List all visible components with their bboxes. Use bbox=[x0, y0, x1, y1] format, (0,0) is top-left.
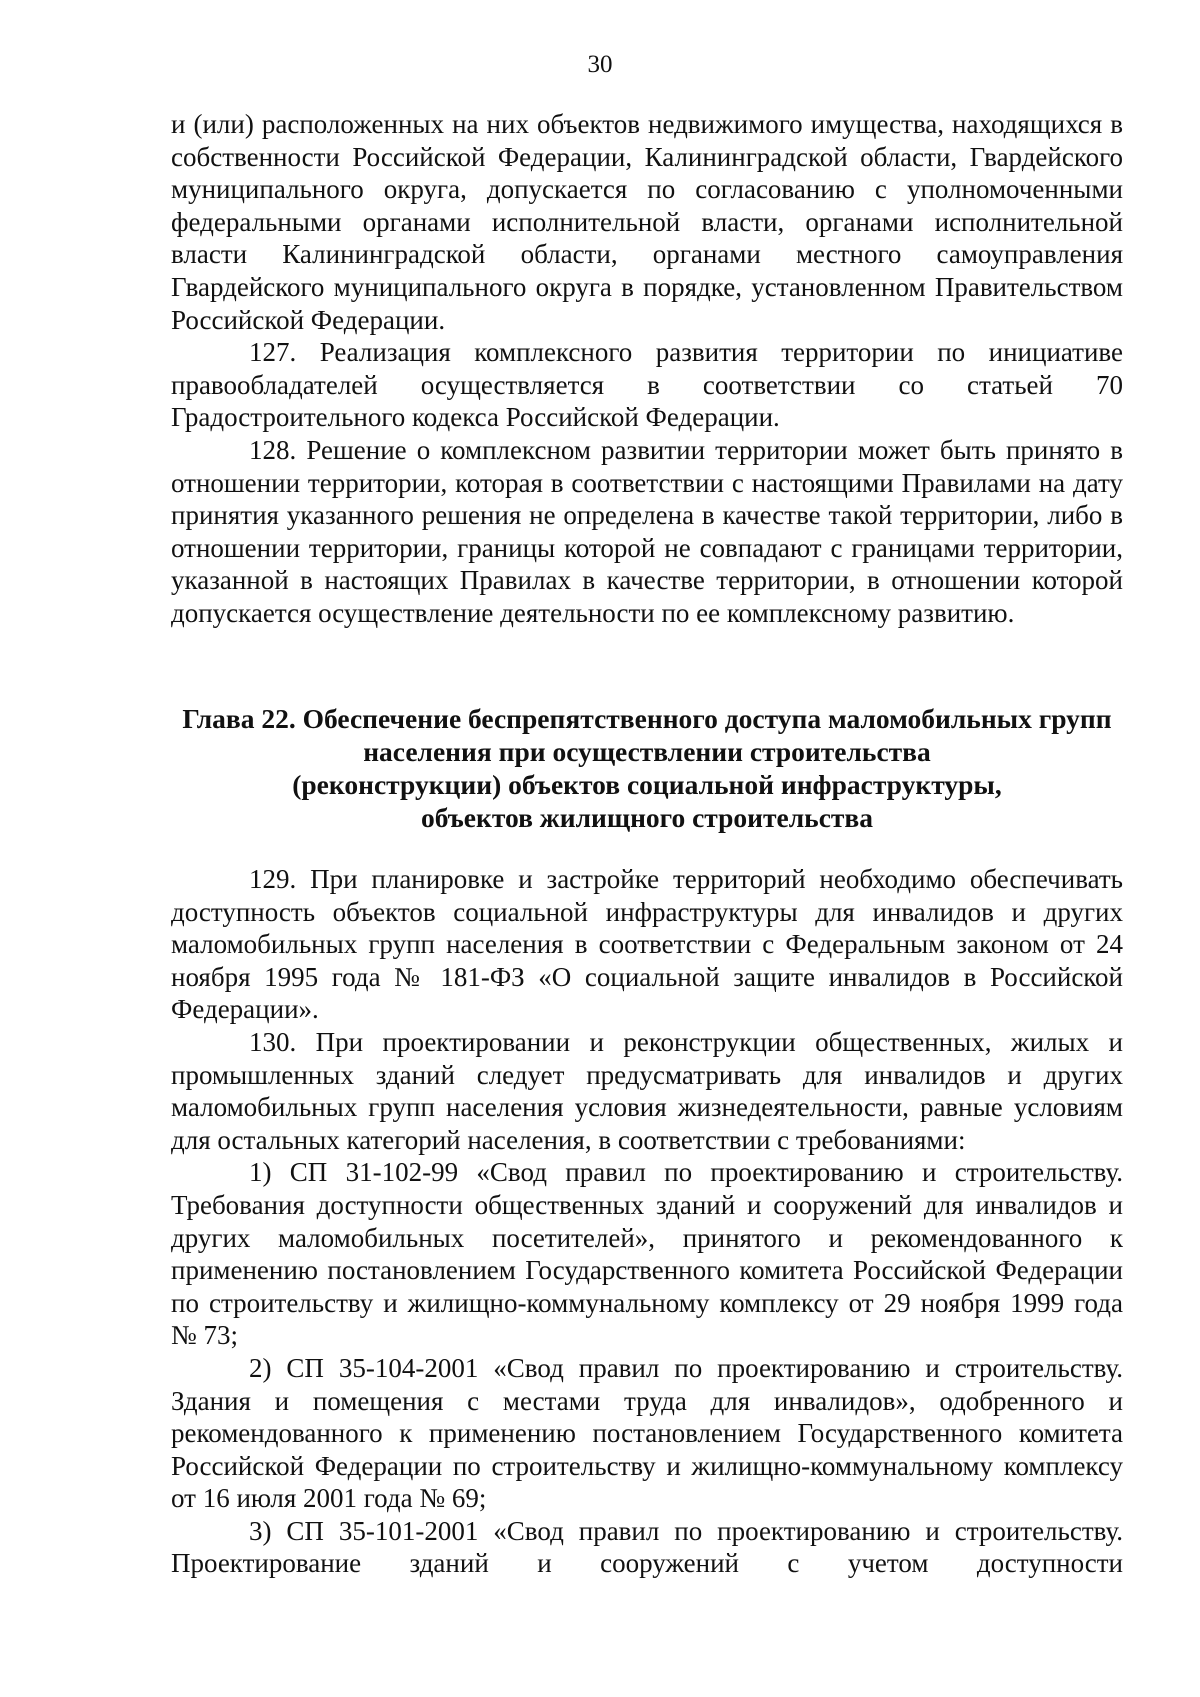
list-item-1: 1) СП 31-102-99 «Свод правил по проектированию и строительству. Требования доступности общественных зданий и сооружений для инвалидов и других маломобильных посетителей», принятого и рекомендованного к применению постановлением Государственного комитета Российской Федерации по строительству и жилищно-коммунальному комплексу от 29 ноября 1999 года № 73; bbox=[171, 1157, 1123, 1351]
chapter-heading-line: Глава 22. Обеспечение беспрепятственного доступа маломобильных групп bbox=[182, 703, 1112, 734]
paragraph-continuation: и (или) расположенных на них объектов недвижимого имущества, находящихся в собственности Российской Федерации, Калининградской области, Гвардейского муниципального округа, допускается по согласованию с уполномоченными федеральными органами исполнительной власти, органами исполнительной власти Калининградской области, органами местного самоуправления Гвардейского муниципального округа в порядке, установленном Правительством Российской Федерации. bbox=[171, 109, 1123, 335]
list-item-3: 3) СП 35-101-2001 «Свод правил по проектированию и строительству. Проектирование зданий и сооружений с учетом доступности bbox=[171, 1515, 1123, 1579]
paragraph-129: 129. При планировке и застройке территорий необходимо обеспечивать доступность объектов социальной инфраструктуры для инвалидов и других маломобильных групп населения в соответствии с Федеральным законом от 24 ноября 1995 года № 181-ФЗ «О социальной защите инвалидов в Российской Федерации». bbox=[171, 864, 1123, 1025]
chapter-heading-line: населения при осуществлении строительства bbox=[363, 736, 931, 767]
chapter-heading-line: (реконструкции) объектов социальной инфраструктуры, bbox=[292, 769, 1002, 800]
paragraph-128: 128. Решение о комплексном развитии территории может быть принято в отношении территории, которая в соответствии с настоящими Правилами на дату принятия указанного решения не определена в качестве такой территории, либо в отношении территории, границы которой не совпадают с границами территории, указанной в настоящих Правилах в качестве территории, в отношении которой допускается осуществление деятельности по ее комплексному развитию. bbox=[171, 434, 1123, 628]
list-item-2: 2) СП 35-104-2001 «Свод правил по проектированию и строительству. Здания и помещения с местами труда для инвалидов», одобренного и рекомендованного к применению постановлением Государственного комитета Российской Федерации по строительству и жилищно-коммунальному комплексу от 16 июля 2001 года № 69; bbox=[171, 1352, 1123, 1514]
bottom-text-block bbox=[171, 863, 1123, 1580]
chapter-heading-line: объектов жилищного строительства bbox=[420, 802, 874, 833]
paragraph-130: 130. При проектировании и реконструкции общественных, жилых и промышленных зданий следует предусматривать для инвалидов и других маломобильных групп населения условия жизнедеятельности, равные условиям для остальных категорий населения, в соответствии с требованиями: bbox=[171, 1026, 1123, 1155]
paragraph-127: 127. Реализация комплексного развития территории по инициативе правообладателей осуществляется в соответствии со статьей 70 Градостроительного кодекса Российской Федерации. bbox=[171, 337, 1123, 433]
chapter-heading bbox=[171, 702, 1123, 834]
top-text-block bbox=[171, 108, 1123, 630]
page-number: 30 bbox=[587, 51, 613, 78]
